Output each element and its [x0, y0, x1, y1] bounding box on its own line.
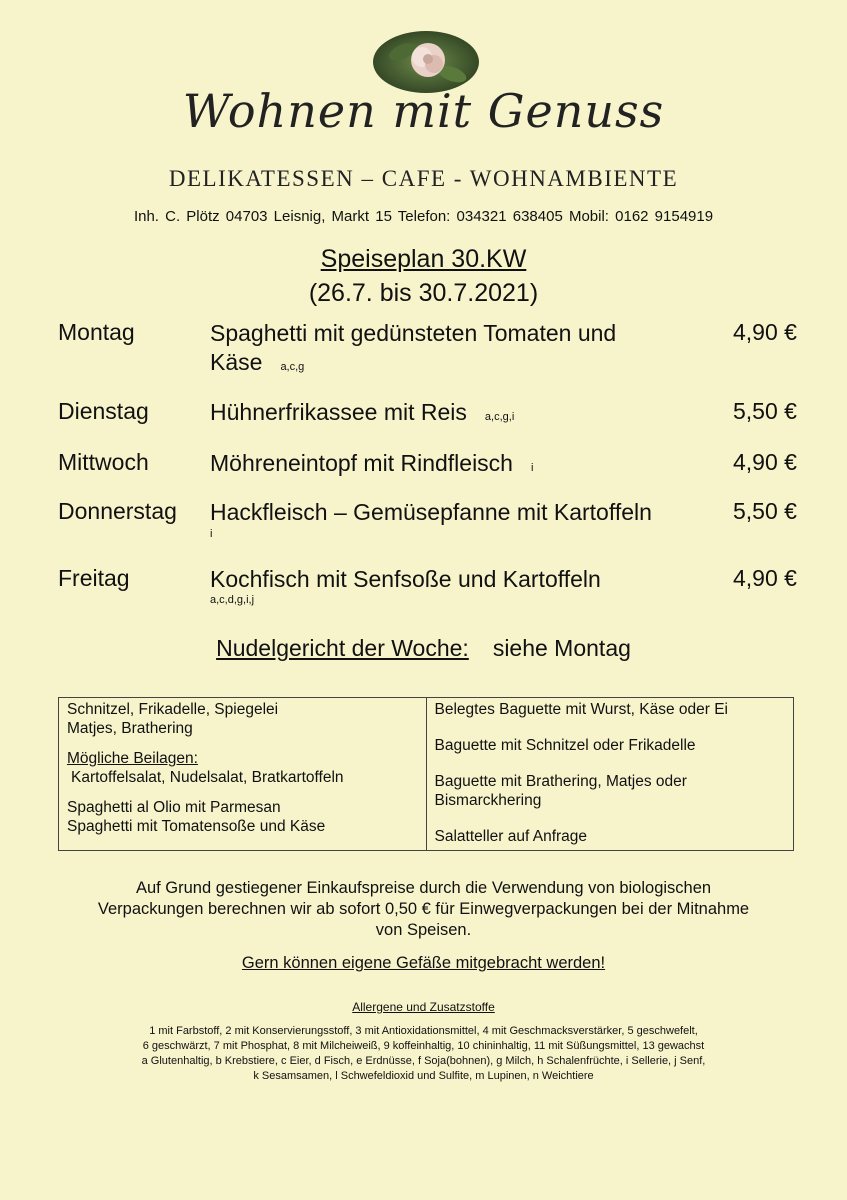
brand-name: Wohnen mit Genuss: [182, 84, 665, 138]
sides-title: Mögliche Beilagen:: [67, 750, 198, 767]
list-item: Kartoffelsalat, Nudelsalat, Bratkartoffeln: [71, 769, 344, 786]
list-item: Baguette mit Schnitzel oder Frikadelle: [434, 737, 696, 754]
list-item: Belegtes Baguette mit Wurst, Käse oder Ei: [434, 701, 729, 718]
day-label: Mittwoch: [58, 449, 149, 475]
allergens-title: Allergene und Zusatzstoffe: [352, 1000, 495, 1014]
standard-menu-right-column: [427, 698, 794, 850]
list-item: Spaghetti mit Tomatensoße und Käse: [67, 818, 326, 835]
contact-line: Inh. C. Plötz 04703 Leisnig, Markt 15 Telefon: 034321 638405 Mobil: 0162 9154919: [133, 208, 714, 225]
menu-title: Speiseplan 30.KW: [320, 245, 527, 273]
day-label: Dienstag: [58, 398, 149, 424]
list-item: Matjes, Brathering: [67, 720, 193, 737]
day-label: Montag: [58, 319, 135, 345]
dish-name: Möhreneintopf mit Rindfleisch: [210, 450, 513, 476]
dish-allergens: i: [210, 528, 213, 540]
dish-text: [210, 449, 710, 483]
dish-allergens: a,c,g: [280, 361, 305, 373]
day-label: Freitag: [58, 565, 130, 591]
list-item: Schnitzel, Frikadelle, Spiegelei: [67, 701, 279, 718]
dish-price: 4,90 €: [733, 319, 797, 345]
list-item: Bismarckhering: [434, 792, 542, 809]
allergen-line: k Sesamsamen, l Schwefeldioxid und Sulfite, m Lupinen, n Weichtiere: [253, 1070, 594, 1082]
pasta-label: Nudelgericht der Woche:: [216, 635, 469, 661]
standard-menu-left-column: [59, 698, 427, 850]
dish-text: [210, 319, 710, 382]
list-item: Salatteller auf Anfrage: [434, 828, 588, 845]
notice-line: von Speisen.: [375, 921, 472, 939]
allergen-line: 1 mit Farbstoff, 2 mit Konservierungsstoff, 3 mit Antioxidationsmittel, 4 mit Geschmacksverstärker, 5 geschwefelt,: [149, 1025, 698, 1037]
dish-text: [210, 398, 710, 432]
list-item: Spaghetti al Olio mit Parmesan: [67, 799, 281, 816]
dish-name: Spaghetti mit gedünsteten Tomaten und Käse: [210, 320, 617, 375]
notice-line: Auf Grund gestiegener Einkaufspreise durch die Verwendung von biologischen: [135, 879, 712, 897]
dish-price: 4,90 €: [733, 565, 797, 591]
menu-period: (26.7. bis 30.7.2021): [308, 279, 539, 307]
dish-allergens: a,c,d,g,i,j: [210, 594, 255, 606]
brand-subtitle: DELIKATESSEN – CAFE - WOHNAMBIENTE: [168, 166, 679, 191]
dish-allergens: i: [530, 462, 534, 474]
bring-container-note: Gern können eigene Gefäße mitgebracht werden!: [241, 954, 606, 972]
pasta-of-week: [0, 635, 847, 662]
standard-menu-table: [58, 697, 794, 851]
allergen-line: 6 geschwärzt, 7 mit Phosphat, 8 mit Milcheiweiß, 9 koffeinhaltig, 10 chininhaltig, 11 mit Süßungsmittel, 13 gewachst: [142, 1040, 705, 1052]
day-label: Donnerstag: [58, 498, 177, 524]
dish-price: 4,90 €: [733, 449, 797, 475]
allergens-list: [70, 1024, 777, 1084]
dish-allergens: a,c,g,i: [484, 411, 515, 423]
packaging-notice: [40, 878, 807, 941]
notice-line: Verpackungen berechnen wir ab sofort 0,50 € für Einwegverpackungen bei der Mitnahme: [97, 900, 750, 918]
list-item: Baguette mit Brathering, Matjes oder: [434, 773, 687, 790]
allergen-line: a Glutenhaltig, b Krebstiere, c Eier, d Fisch, e Erdnüsse, f Soja(bohnen), g Milch, h Schalenfrüchte, i Sellerie, j Senf,: [141, 1055, 706, 1067]
dish-price: 5,50 €: [733, 398, 797, 424]
pasta-value: siehe Montag: [492, 635, 631, 661]
dish-name: Hühnerfrikassee mit Reis: [210, 399, 467, 425]
dish-price: 5,50 €: [733, 498, 797, 524]
dish-name: Kochfisch mit Senfsoße und Kartoffeln: [210, 566, 601, 592]
dish-name: Hackfleisch – Gemüsepfanne mit Kartoffeln: [210, 499, 652, 525]
